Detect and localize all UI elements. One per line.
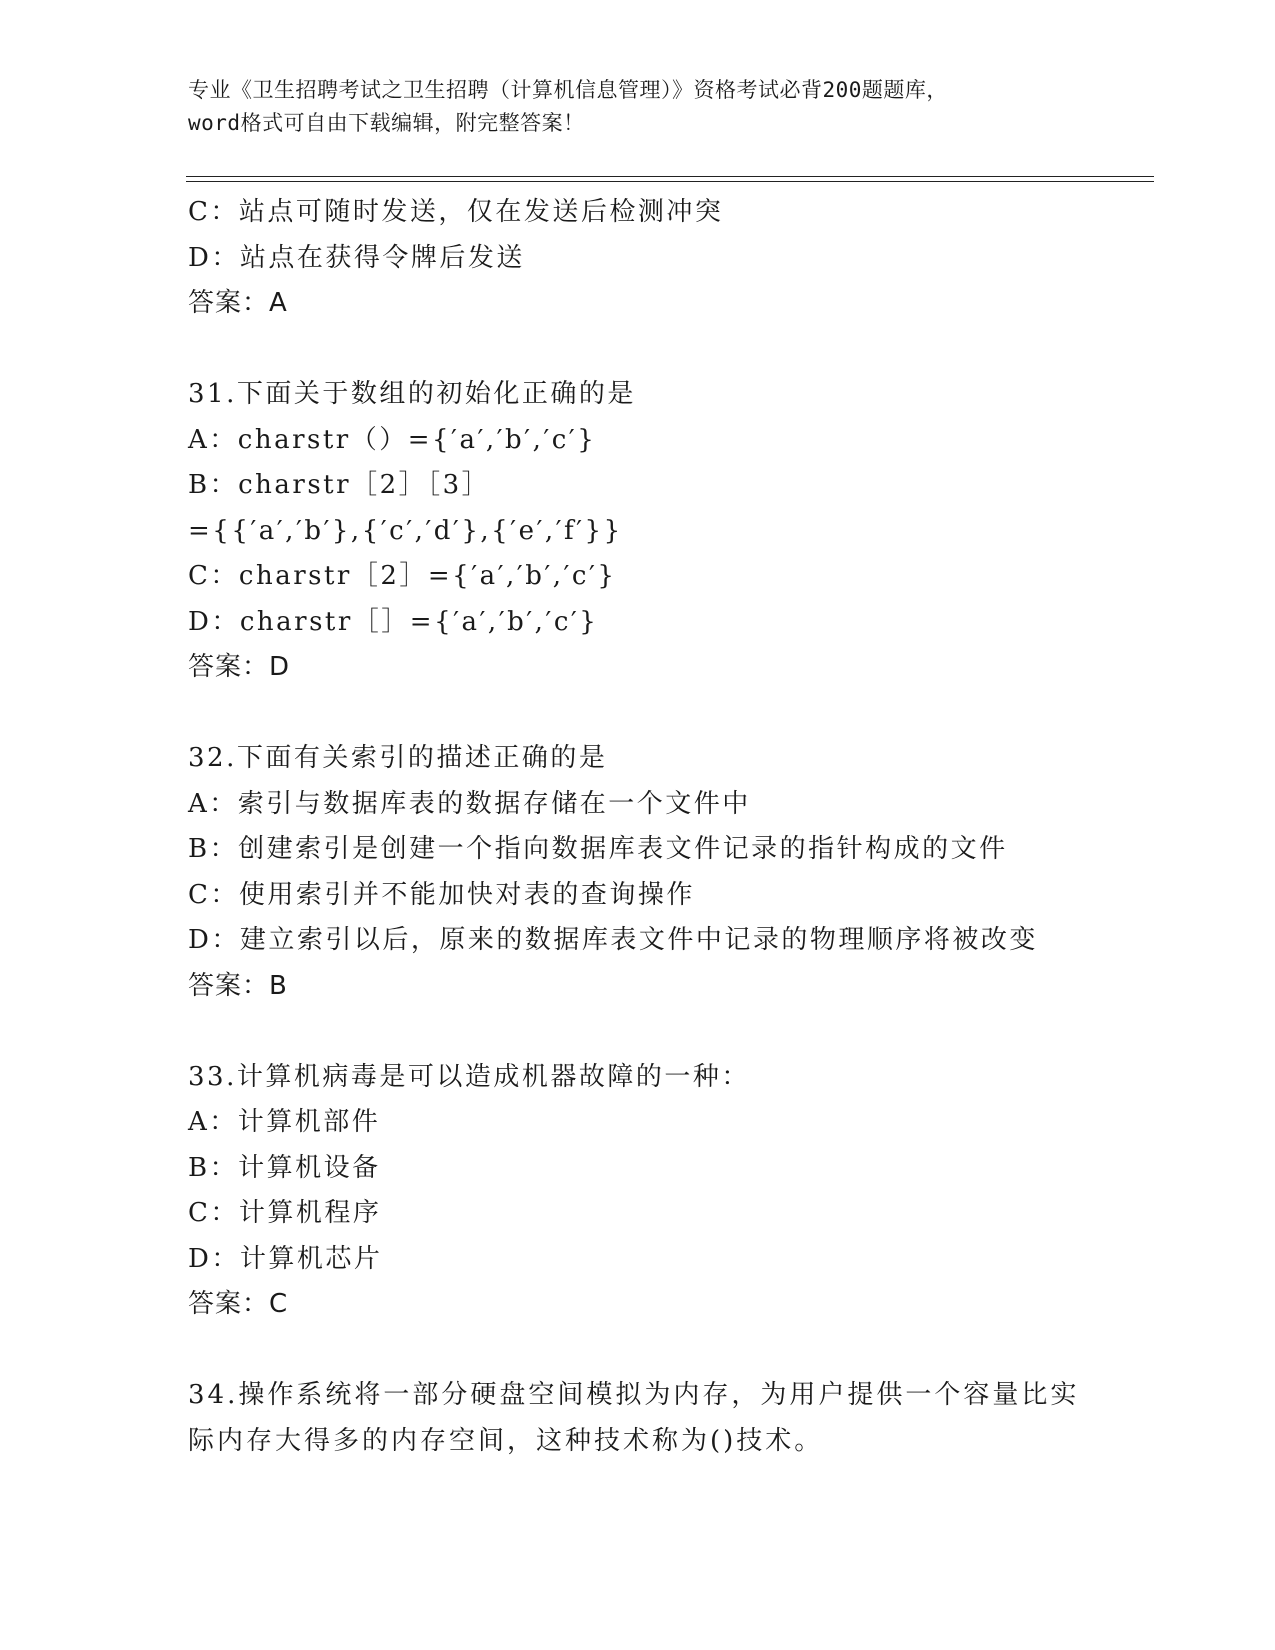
question-31 xyxy=(188,372,1108,691)
option-c: C：charstr［2］={′a′,′b′,′c′} xyxy=(188,561,617,591)
option-d: D：charstr［］={′a′,′b′,′c′} xyxy=(188,606,599,637)
option-b: B：计算机设备 xyxy=(188,1152,381,1183)
header-rule-bottom xyxy=(186,181,1154,182)
header-rule-top xyxy=(186,176,1154,177)
header-line-1: 专业《卫生招聘考试之卫生招聘（计算机信息管理）》资格考试必背200题题库， xyxy=(188,78,948,102)
answer: 答案：A xyxy=(188,288,288,318)
option-c: C：计算机程序 xyxy=(188,1198,382,1228)
answer: 答案：D xyxy=(188,652,291,682)
option-c: C：使用索引并不能加快对表的查询操作 xyxy=(188,879,695,910)
document-body xyxy=(188,190,1108,1464)
option-b: B：charstr［2］［3］ xyxy=(188,470,491,500)
question-text: 32.下面有关索引的描述正确的是 xyxy=(188,743,608,773)
option-a: A：charstr（）={′a′,′b′,′c′} xyxy=(188,424,597,455)
spacer xyxy=(188,327,1108,373)
option-d: D：计算机芯片 xyxy=(188,1243,383,1274)
answer: 答案：B xyxy=(188,970,288,1001)
question-32 xyxy=(188,736,1108,1009)
option-d: D：建立索引以后，原来的数据库表文件中记录的物理顺序将被改变 xyxy=(188,925,1038,955)
question-text: 34.操作系统将一部分硬盘空间模拟为内存，为用户提供一个容量比实 xyxy=(188,1380,1080,1410)
option-b: B：创建索引是创建一个指向数据库表文件记录的指针构成的文件 xyxy=(188,834,1008,864)
option-a: A：索引与数据库表的数据存储在一个文件中 xyxy=(188,788,751,819)
question-34 xyxy=(188,1373,1108,1464)
answer: 答案：C xyxy=(188,1289,289,1319)
option-a: A：计算机部件 xyxy=(188,1107,381,1137)
header-line-2: word格式可自由下载编辑，附完整答案！ xyxy=(188,111,585,135)
option-c: C：站点可随时发送，仅在发送后检测冲突 xyxy=(188,197,724,227)
question-text: 33.计算机病毒是可以造成机器故障的一种： xyxy=(188,1061,750,1092)
spacer xyxy=(188,691,1108,737)
question-33 xyxy=(188,1055,1108,1328)
question-30 xyxy=(188,190,1108,327)
question-text-continued: 际内存大得多的内存空间，这种技术称为()技术。 xyxy=(188,1425,824,1456)
option-b-continued: ={{′a′,′b′},{′c′,′d′},{′e′,′f′}} xyxy=(188,515,623,546)
spacer xyxy=(188,1009,1108,1055)
spacer xyxy=(188,1328,1108,1374)
question-text: 31.下面关于数组的初始化正确的是 xyxy=(188,379,636,409)
document-header xyxy=(188,74,1088,140)
option-d: D：站点在获得令牌后发送 xyxy=(188,242,525,273)
